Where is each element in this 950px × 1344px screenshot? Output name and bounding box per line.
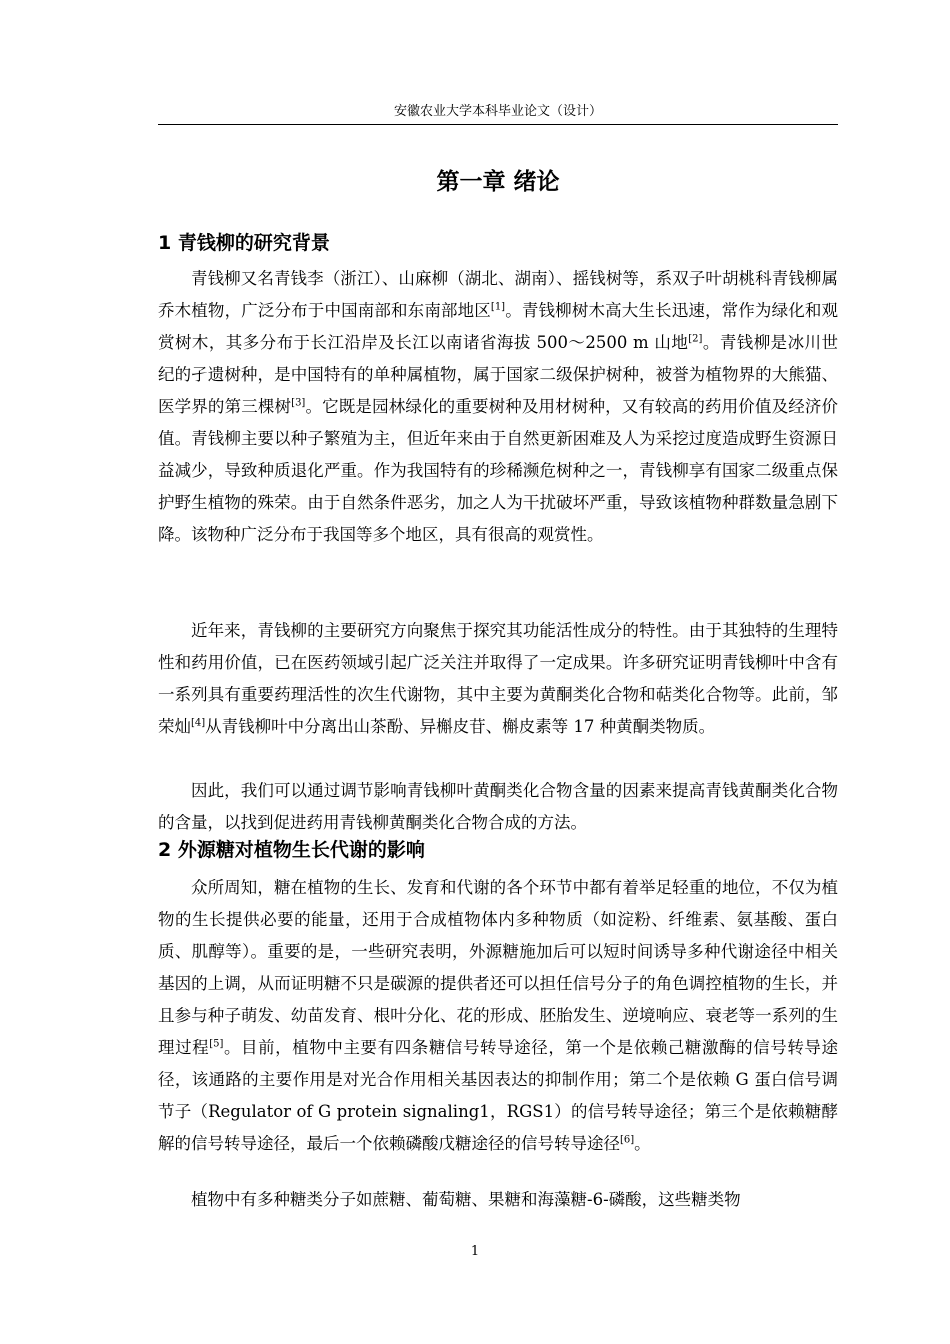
- citation-ref: [1]: [490, 301, 506, 313]
- header-rule: [158, 124, 838, 125]
- citation-ref: [4]: [191, 717, 206, 729]
- text-run: 近年来，青钱柳的主要研究方向聚焦于探究其功能活性成分的特性。由于其独特的生理特性和药用价值，已在医药领域引起广泛关注并取得了一定成果。许多研究证明青钱柳叶中含有一系列具有重要药理活性的次生代谢物，其中主要为黄酮类化合物和萜类化合物等。此前，邹荣灿: [158, 621, 838, 736]
- citation-ref: [6]: [620, 1134, 635, 1146]
- paragraph: [158, 1184, 838, 1216]
- text-run: 从青钱柳叶中分离出山茶酚、异槲皮苷、槲皮素等 17 种黄酮类物质。: [205, 717, 716, 736]
- page-number: 1: [470, 1244, 480, 1259]
- text-run: 。青钱柳是冰川世纪的孑遗树种，是中国特有的单种属植物，属于国家二级保护树种，被誉为植物界的大熊猫、医学界的第三棵树: [158, 333, 838, 416]
- chapter-title: 第一章 绪论: [436, 169, 560, 195]
- text-run: 因此，我们可以通过调节影响青钱柳叶黄酮类化合物含量的因素来提高青钱黄酮类化合物的含量，以找到促进药用青钱柳黄酮类化合物合成的方法。: [158, 781, 838, 832]
- text-run: 。目前，植物中主要有四条糖信号转导途径，第一个是依赖己糖激酶的信号转导途径，该通路的主要作用是对光合作用相关基因表达的抑制作用；第二个是依赖 G 蛋白信号调节子（Regulator of G protein signaling1，RGS1）的信号转导途径；第三个是依赖糖酵解的信号转导途径，最后一个依赖磷酸戊糖途径的信号转导途径: [158, 1038, 839, 1153]
- text-run: 青钱柳又名青钱李（浙江）、山麻柳（湖北、湖南）、摇钱树等，系双子叶胡桃科青钱柳属乔木植物，广泛分布于中国南部和东南部地区: [158, 269, 838, 320]
- paragraph: [158, 872, 838, 1160]
- text-run: 植物中有多种糖类分子如蔗糖、葡萄糖、果糖和海藻糖-6-磷酸，这些糖类物: [191, 1190, 741, 1209]
- paragraph: [158, 263, 838, 551]
- citation-ref: [2]: [688, 333, 703, 345]
- text-run: 众所周知，糖在植物的生长、发育和代谢的各个环节中都有着举足轻重的地位，不仅为植物的生长提供必要的能量，还用于合成植物体内多种物质（如淀粉、纤维素、氨基酸、蛋白质、肌醇等）。重要的是，一些研究表明，外源糖施加后可以短时间诱导多种代谢途径中相关基因的上调，从而证明糖不只是碳源的提供者还可以担任信号分子的角色调控植物的生长，并且参与种子萌发、幼苗发育、根叶分化、花的形成、胚胎发生、逆境响应、衰老等一系列的生理过程: [158, 878, 838, 1057]
- text-run: 。: [634, 1134, 651, 1153]
- paragraph: [158, 615, 838, 743]
- citation-ref: [5]: [209, 1038, 224, 1050]
- section-heading-1: 1 青钱柳的研究背景: [158, 232, 330, 254]
- section-heading-2: 2 外源糖对植物生长代谢的影响: [158, 839, 425, 861]
- text-run: 。它既是园林绿化的重要树种及用材树种，又有较高的药用价值及经济价值。青钱柳主要以种子繁殖为主，但近年来由于自然更新困难及人为采挖过度造成野生资源日益减少，导致种质退化严重。作为我国特有的珍稀濒危树种之一，青钱柳享有国家二级重点保护野生植物的殊荣。由于自然条件恶劣，加之人为干扰破坏严重，导致该植物种群数量急剧下降。该物种广泛分布于我国等多个地区，具有很高的观赏性。: [158, 397, 839, 544]
- text-run: 。青钱柳树木高大生长迅速，常作为绿化和观赏树木，其多分布于长江沿岸及长江以南诸省海拔 500～2500 m 山地: [158, 301, 839, 352]
- paragraph: [158, 775, 838, 839]
- running-header: 安徽农业大学本科毕业论文（设计）: [393, 104, 602, 119]
- citation-ref: [3]: [291, 397, 306, 409]
